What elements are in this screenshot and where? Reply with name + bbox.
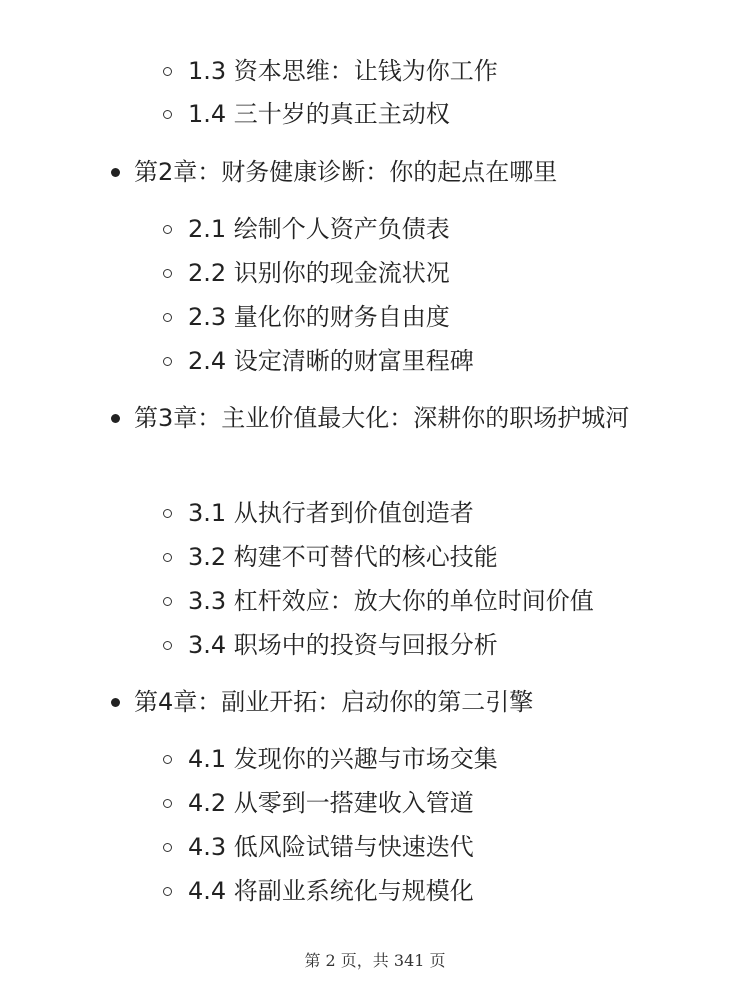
hollow-bullet-icon bbox=[163, 225, 172, 234]
toc-subsection-4-3[interactable]: 4.3 低风险试错与快速迭代 bbox=[188, 833, 474, 861]
toc-subsection-1-3[interactable]: 1.3 资本思维：让钱为你工作 bbox=[188, 57, 498, 85]
toc-subsection-3-2[interactable]: 3.2 构建不可替代的核心技能 bbox=[188, 543, 498, 571]
page-number-footer: 第 2 页，共 341 页 bbox=[304, 951, 446, 970]
toc-subsection-2-4[interactable]: 2.4 设定清晰的财富里程碑 bbox=[188, 347, 474, 375]
filled-bullet-icon bbox=[111, 414, 120, 423]
hollow-bullet-icon bbox=[163, 641, 172, 650]
toc-subsection-3-3[interactable]: 3.3 杠杆效应：放大你的单位时间价值 bbox=[188, 587, 594, 615]
hollow-bullet-icon bbox=[163, 553, 172, 562]
hollow-bullet-icon bbox=[163, 843, 172, 852]
hollow-bullet-icon bbox=[163, 799, 172, 808]
hollow-bullet-icon bbox=[163, 357, 172, 366]
toc-subsection-3-1[interactable]: 3.1 从执行者到价值创造者 bbox=[188, 499, 474, 527]
toc-chapter-2[interactable]: 第2章：财务健康诊断：你的起点在哪里 bbox=[134, 158, 558, 186]
hollow-bullet-icon bbox=[163, 269, 172, 278]
filled-bullet-icon bbox=[111, 698, 120, 707]
toc-subsection-2-2[interactable]: 2.2 识别你的现金流状况 bbox=[188, 259, 450, 287]
toc-subsection-4-2[interactable]: 4.2 从零到一搭建收入管道 bbox=[188, 789, 474, 817]
toc-subsection-2-1[interactable]: 2.1 绘制个人资产负债表 bbox=[188, 215, 450, 243]
toc-chapter-4[interactable]: 第4章：副业开拓：启动你的第二引擎 bbox=[134, 688, 534, 716]
toc-chapter-3[interactable]: 第3章：主业价值最大化：深耕你的职场护城河 bbox=[134, 404, 630, 432]
toc-subsection-4-4[interactable]: 4.4 将副业系统化与规模化 bbox=[188, 877, 474, 905]
filled-bullet-icon bbox=[111, 168, 120, 177]
toc-subsection-2-3[interactable]: 2.3 量化你的财务自由度 bbox=[188, 303, 450, 331]
hollow-bullet-icon bbox=[163, 110, 172, 119]
hollow-bullet-icon bbox=[163, 755, 172, 764]
toc-subsection-3-4[interactable]: 3.4 职场中的投资与回报分析 bbox=[188, 631, 498, 659]
toc-subsection-1-4[interactable]: 1.4 三十岁的真正主动权 bbox=[188, 100, 450, 128]
hollow-bullet-icon bbox=[163, 313, 172, 322]
hollow-bullet-icon bbox=[163, 597, 172, 606]
hollow-bullet-icon bbox=[163, 67, 172, 76]
hollow-bullet-icon bbox=[163, 509, 172, 518]
hollow-bullet-icon bbox=[163, 887, 172, 896]
toc-subsection-4-1[interactable]: 4.1 发现你的兴趣与市场交集 bbox=[188, 745, 498, 773]
